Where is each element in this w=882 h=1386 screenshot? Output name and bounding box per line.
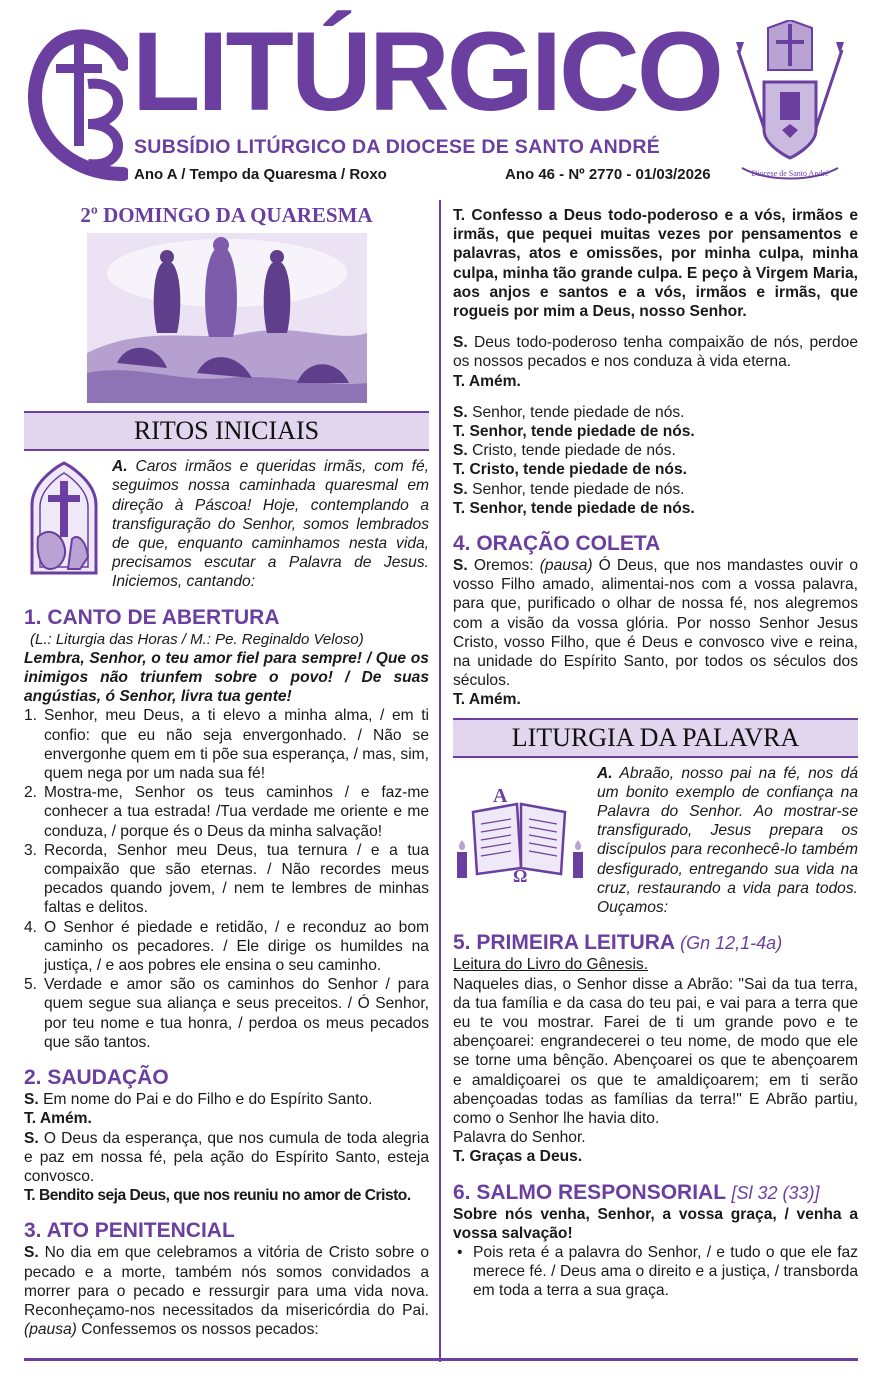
issue-info: Ano 46 - Nº 2770 - 01/03/2026 [505, 166, 711, 183]
salmo-verses [453, 1243, 858, 1301]
transfiguration-illustration [87, 233, 367, 403]
kyrie-line: S. Senhor, tende piedade de nós. [453, 403, 685, 421]
open-bible-icon [453, 782, 589, 882]
praying-hands-icon [24, 457, 104, 575]
absolution-response: T. Amém. [453, 372, 521, 390]
absolution-text: S. Deus todo-poderoso tenha compaixão de nós, perdoe os nossos pecados e nos conduza à vida eterna. [453, 334, 858, 371]
kyrie-line: T. Senhor, tende piedade de nós. [453, 423, 695, 441]
kyrie-list [453, 403, 858, 518]
canto-refrain: Lembra, Senhor, o teu amor fiel para sempre! / Que os inimigos não triunfem sobre o povo! / De suas angústias, ó Senhor, livra tua gente! [24, 649, 429, 706]
reading-closing: Palavra do Senhor. [453, 1129, 586, 1147]
column-divider [439, 200, 441, 1362]
brand-subtitle: SUBSÍDIO LITÚRGICO DA DIOCESE DE SANTO ANDRÉ [134, 136, 661, 158]
canto-verse: 4. O Senhor é piedade e retidão, / e reconduz ao bom caminho os pecadores. / Ele dirige os humildes na justiça, / e aos pobres ele ensina o seu caminho. [24, 918, 429, 975]
ato-penitencial-text: S. No dia em que celebramos a vitória de Cristo sobre o pecado e a morte, também nós somos convidados a morrer para o pecado e ressurgir para uma vida nova. Reconheçamo-nos necessitados da misericórdia do Pai. (pausa) Confessemos os nossos pecados: [24, 1244, 429, 1339]
reading-response: T. Graças a Deus. [453, 1148, 583, 1166]
canto-verses [24, 706, 429, 1052]
saudacao-line: S. O Deus da esperança, que nos cumula de toda alegria e paz em nossa fé, pela ação do Espírito Santo, esteja convosco. [24, 1129, 429, 1185]
canto-verse: 5. Verdade e amor são os caminhos do Senhor / para quem segue sua aliança e seus preceitos. / Ó Senhor, por teu nome e tua honra, / perdoa os meus pecados que são tantos. [24, 976, 429, 1051]
canto-abertura-title: 1. CANTO DE ABERTURA [24, 605, 280, 629]
reading-text: Naqueles dias, o Senhor disse a Abrão: "Sai da tua terra, da tua família e da casa do teu pai, e vai para a terra que eu te vou mostrar. Farei de ti um grande povo e te abençoarei: engrandecerei o teu nome, de modo que ele se torne uma bênção. Abençoarei os que te abençoarem e amaldiçoarei os que te amaldiçoarem; em ti serão abençoadas todas as famílias da terra!" E Abrão partiu, como o Senhor lhe havia dito. [453, 975, 858, 1127]
speaker-a: A. [597, 764, 613, 782]
coat-caption: Diocese de Santo André [751, 169, 829, 178]
brand-title: LITÚRGICO [132, 9, 721, 134]
salmo-verse: • Pois reta é a palavra do Senhor, / e tudo o que ele faz merece fé. / Deus ama o direito e a justiça, / transborda em toda a terra a sua graça. [453, 1243, 858, 1301]
saudacao-title: 2. SAUDAÇÃO [24, 1066, 169, 1090]
liturgical-year-info: Ano A / Tempo da Quaresma / Roxo [134, 166, 387, 183]
canto-credit: (L.: Liturgia das Horas / M.: Pe. Reginaldo Veloso) [30, 630, 364, 648]
salmo-refrain: Sobre nós venha, Senhor, a vossa graça, / venha a vossa salvação! [453, 1205, 858, 1242]
primeira-leitura-title: 5. PRIMEIRA LEITURA (Gn 12,1-4a) [453, 931, 783, 955]
oracao-coleta-title: 4. ORAÇÃO COLETA [453, 532, 661, 556]
kyrie-line: S. Cristo, tende piedade de nós. [453, 442, 676, 460]
saudacao-line: S. Em nome do Pai e do Filho e do Espírito Santo. [24, 1091, 373, 1109]
svg-text:Ω: Ω [513, 865, 528, 882]
oracao-coleta-text: S. Oremos: (pausa) Ó Deus, que nos mandastes ouvir o vosso Filho amado, alimentai-nos com a vossa palavra, para que, purificado o olhar de nossa fé, nos alegremos com a visão da vossa glória. Por nosso Senhor Jesus Cristo, vosso Filho, que é Deus e convosco vive e reina, na unidade do Espírito Santo, por todos os séculos dos séculos. [453, 557, 858, 690]
kyrie-line: S. Senhor, tende piedade de nós. [453, 480, 685, 498]
section-band-ritos-iniciais: RITOS INICIAIS [24, 411, 429, 451]
day-title: 2º DOMINGO DA QUARESMA [80, 203, 373, 227]
bottom-rule [24, 1358, 858, 1361]
canto-verse: 1. Senhor, meu Deus, a ti elevo a minha alma, / em ti confio: que eu não seja envergonhado. / Não se envergonhe quem em ti põe sua esperança, / mas, sim, quem nega por um nada sua fé! [24, 707, 429, 783]
saudacao-response: T. Bendito seja Deus, que nos reuniu no amor de Cristo. [24, 1187, 411, 1205]
intro-comment [453, 764, 858, 918]
kyrie-line: T. Senhor, tende piedade de nós. [453, 499, 695, 517]
kyrie-line: T. Cristo, tende piedade de nós. [453, 461, 687, 479]
ato-penitencial-title: 3. ATO PENITENCIAL [24, 1219, 235, 1243]
reading-book: Leitura do Livro do Gênesis. [453, 956, 649, 974]
salmo-title: 6. SALMO RESPONSORIAL [Sl 32 (33)] [453, 1180, 820, 1204]
left-column [24, 200, 429, 1339]
diocese-logo-icon [28, 24, 128, 184]
intro-text: Abraão, nosso pai na fé, nos dá um bonito exemplo de confiança na Palavra do Senhor. Ao mostrar-se transfigurado, Jesus prepara os discípulos para reconhecê-lo também desfigurado, entregando sua vida na cruz, restaurando a vida para todos. Ouçamos: [597, 764, 858, 917]
canto-verse: 3. Recorda, Senhor meu Deus, tua ternura / e a tua compaixão que são eternas. / Não recordes meus pecados quando jovem, / nem te lembres de minhas faltas e delitos. [24, 841, 429, 917]
intro-text: Caros irmãos e queridas irmãs, com fé, seguimos nossa caminhada quaresmal em direção à Páscoa! Hoje, contemplando a transfiguração do Senhor, somos lembrados de que, enquanto caminhamos nesta vida, precisamos escutar a Palavra de Jesus. Iniciemos, cantando: [112, 458, 429, 591]
canto-verse: 2. Mostra-me, Senhor os teus caminhos / e faz-me conhecer a tua estrada! /Tua verdade me oriente e me conduza, / porque és o Deus da minha salvação! [24, 784, 429, 840]
svg-text:A: A [493, 784, 508, 807]
oracao-coleta-response: T. Amém. [453, 691, 521, 709]
confesso-text: T. Confesso a Deus todo-poderoso e a vós, irmãos e irmãs, que pequei muitas vezes por pensamentos e palavras, atos e omissões, por minha culpa, minha culpa, minha tão grande culpa. E peço à Virgem Maria, aos anjos e santos e a vós, irmãos e irmãs, que rogueis por mim a Deus, nosso Senhor. [453, 207, 858, 321]
right-column [453, 200, 858, 1301]
masthead [0, 0, 882, 190]
saudacao-response: T. Amém. [24, 1110, 92, 1128]
coat-of-arms-icon [728, 20, 852, 186]
section-band-liturgia-palavra: LITURGIA DA PALAVRA [453, 718, 858, 758]
speaker-a: A. [112, 458, 128, 476]
intro-comment [24, 457, 429, 591]
